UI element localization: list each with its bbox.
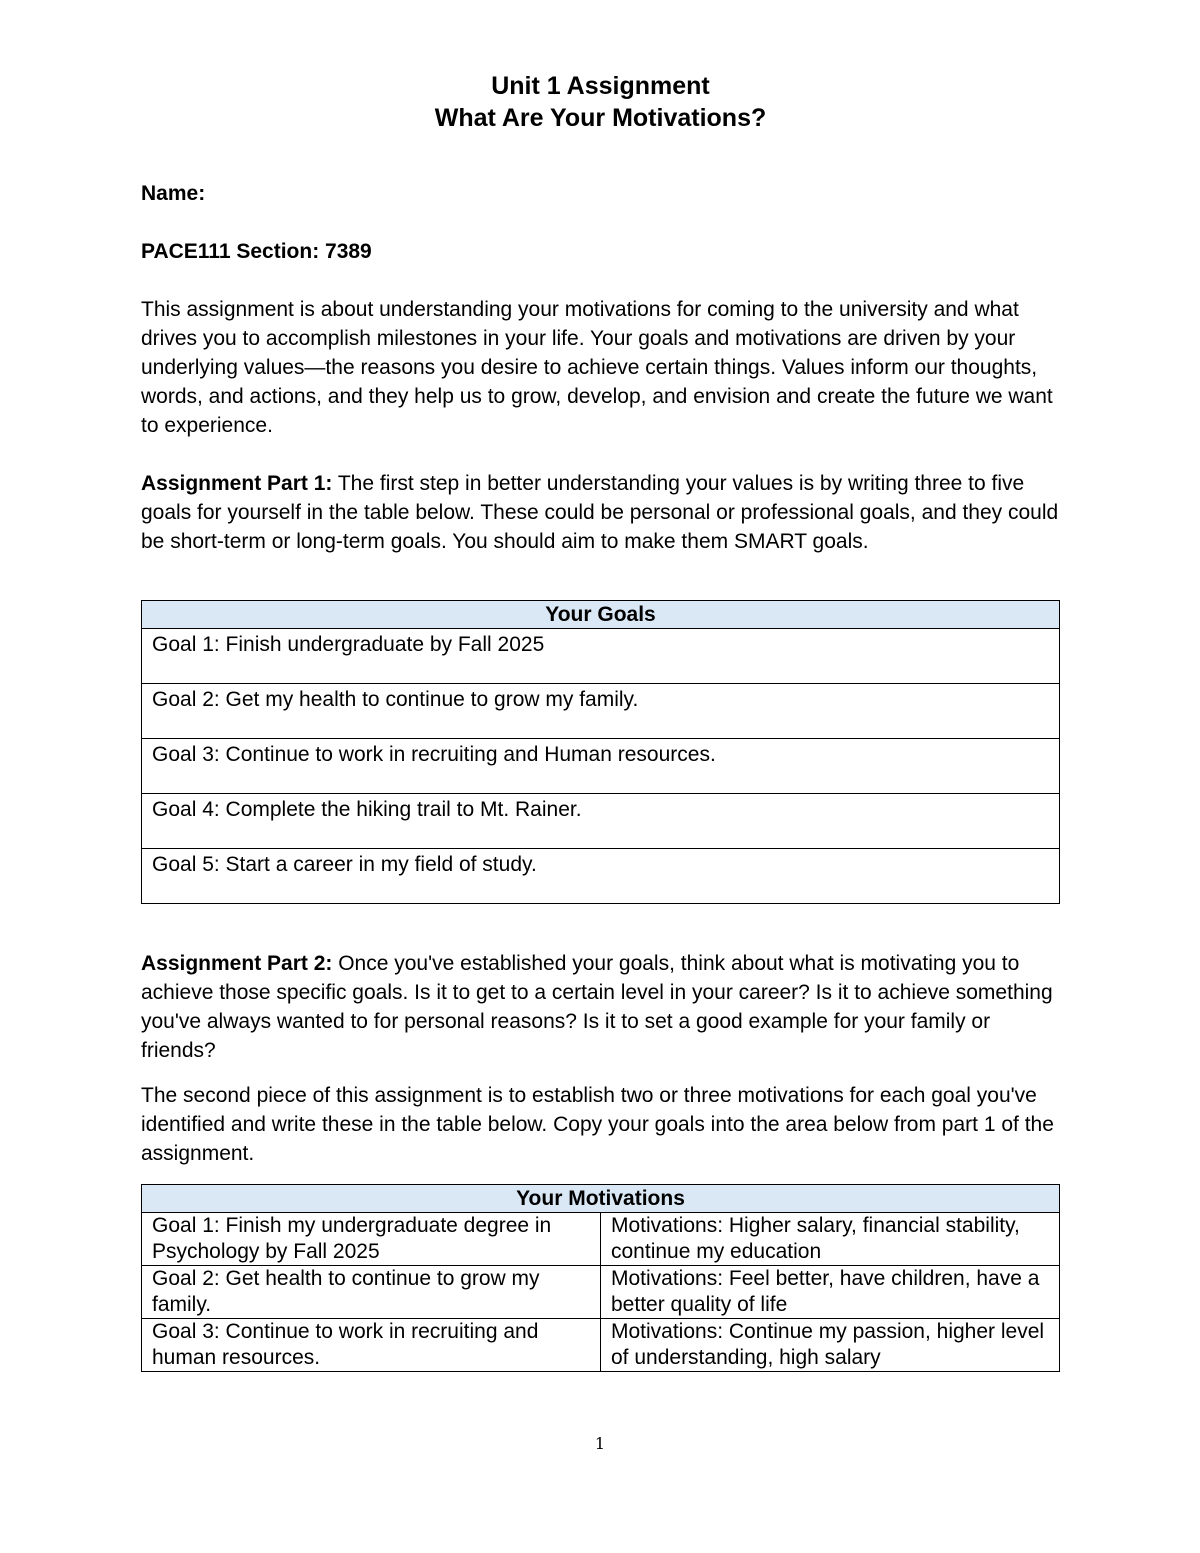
part2-text: Once you've established your goals, think about what is motivating you to achieve those specific goals. Is it to get to a certain level in your career? Is it to achieve something you've always wanted to for personal reasons? Is it to set a good example for your family or friends?	[141, 952, 1053, 1062]
motivation-goal-cell[interactable]: Goal 3: Continue to work in recruiting and human resources.	[142, 1319, 601, 1372]
table-row	[142, 1213, 1060, 1266]
table-row	[142, 739, 1060, 794]
part1-paragraph	[141, 469, 1060, 556]
motivation-goal-cell[interactable]: Goal 1: Finish my undergraduate degree in Psychology by Fall 2025	[142, 1213, 601, 1266]
goal-cell[interactable]: Goal 1: Finish undergraduate by Fall 2025	[142, 629, 1060, 684]
part1-text: The first step in better understanding your values is by writing three to five goals for yourself in the table below. These could be personal or professional goals, and they could be short-term or long-term goals. You should aim to make them SMART goals.	[141, 472, 1059, 553]
motivation-cell[interactable]: Motivations: Higher salary, financial stability, continue my education	[601, 1213, 1060, 1266]
title-line-2: What Are Your Motivations?	[434, 104, 767, 132]
motivation-cell[interactable]: Motivations: Feel better, have children, have a better quality of life	[601, 1266, 1060, 1319]
goal-cell[interactable]: Goal 3: Continue to work in recruiting and Human resources.	[142, 739, 1060, 794]
table-row	[142, 1266, 1060, 1319]
goal-cell[interactable]: Goal 4: Complete the hiking trail to Mt. Rainer.	[142, 794, 1060, 849]
document-page	[141, 70, 1060, 1372]
part2-paragraph-2: The second piece of this assignment is to establish two or three motivations for each goal you've identified and write these in the table below. Copy your goals into the area below from part 1 of the assignment.	[141, 1084, 1054, 1165]
motivation-goal-cell[interactable]: Goal 2: Get health to continue to grow my family.	[142, 1266, 601, 1319]
table-row	[142, 684, 1060, 739]
part1-label: Assignment Part 1:	[141, 472, 333, 495]
table-row	[142, 794, 1060, 849]
table-row	[142, 1319, 1060, 1372]
motivations-table-header: Your Motivations	[142, 1185, 1060, 1213]
intro-paragraph: This assignment is about understanding your motivations for coming to the university and what drives you to accomplish milestones in your life. Your goals and motivations are driven by your underlying values—the reasons you desire to achieve certain things. Values inform our thoughts, words, and actions, and they help us to grow, develop, and envision and create the future we want to experience.	[141, 298, 1053, 437]
part2-paragraph	[141, 949, 1060, 1065]
goal-cell[interactable]: Goal 5: Start a career in my field of study.	[142, 849, 1060, 904]
title-line-1: Unit 1 Assignment	[491, 72, 710, 100]
motivations-table	[141, 1184, 1060, 1372]
motivation-cell[interactable]: Motivations: Continue my passion, higher level of understanding, high salary	[601, 1319, 1060, 1372]
goal-cell[interactable]: Goal 2: Get my health to continue to grow my family.	[142, 684, 1060, 739]
document-title	[141, 70, 1060, 134]
section-field: PACE111 Section: 7389	[141, 240, 372, 263]
goals-table	[141, 600, 1060, 904]
table-row	[142, 629, 1060, 684]
page-number: 1	[594, 1434, 606, 1453]
name-field: Name:	[141, 182, 206, 205]
goals-table-header: Your Goals	[142, 601, 1060, 629]
table-row	[142, 849, 1060, 904]
part2-label: Assignment Part 2:	[141, 952, 333, 975]
